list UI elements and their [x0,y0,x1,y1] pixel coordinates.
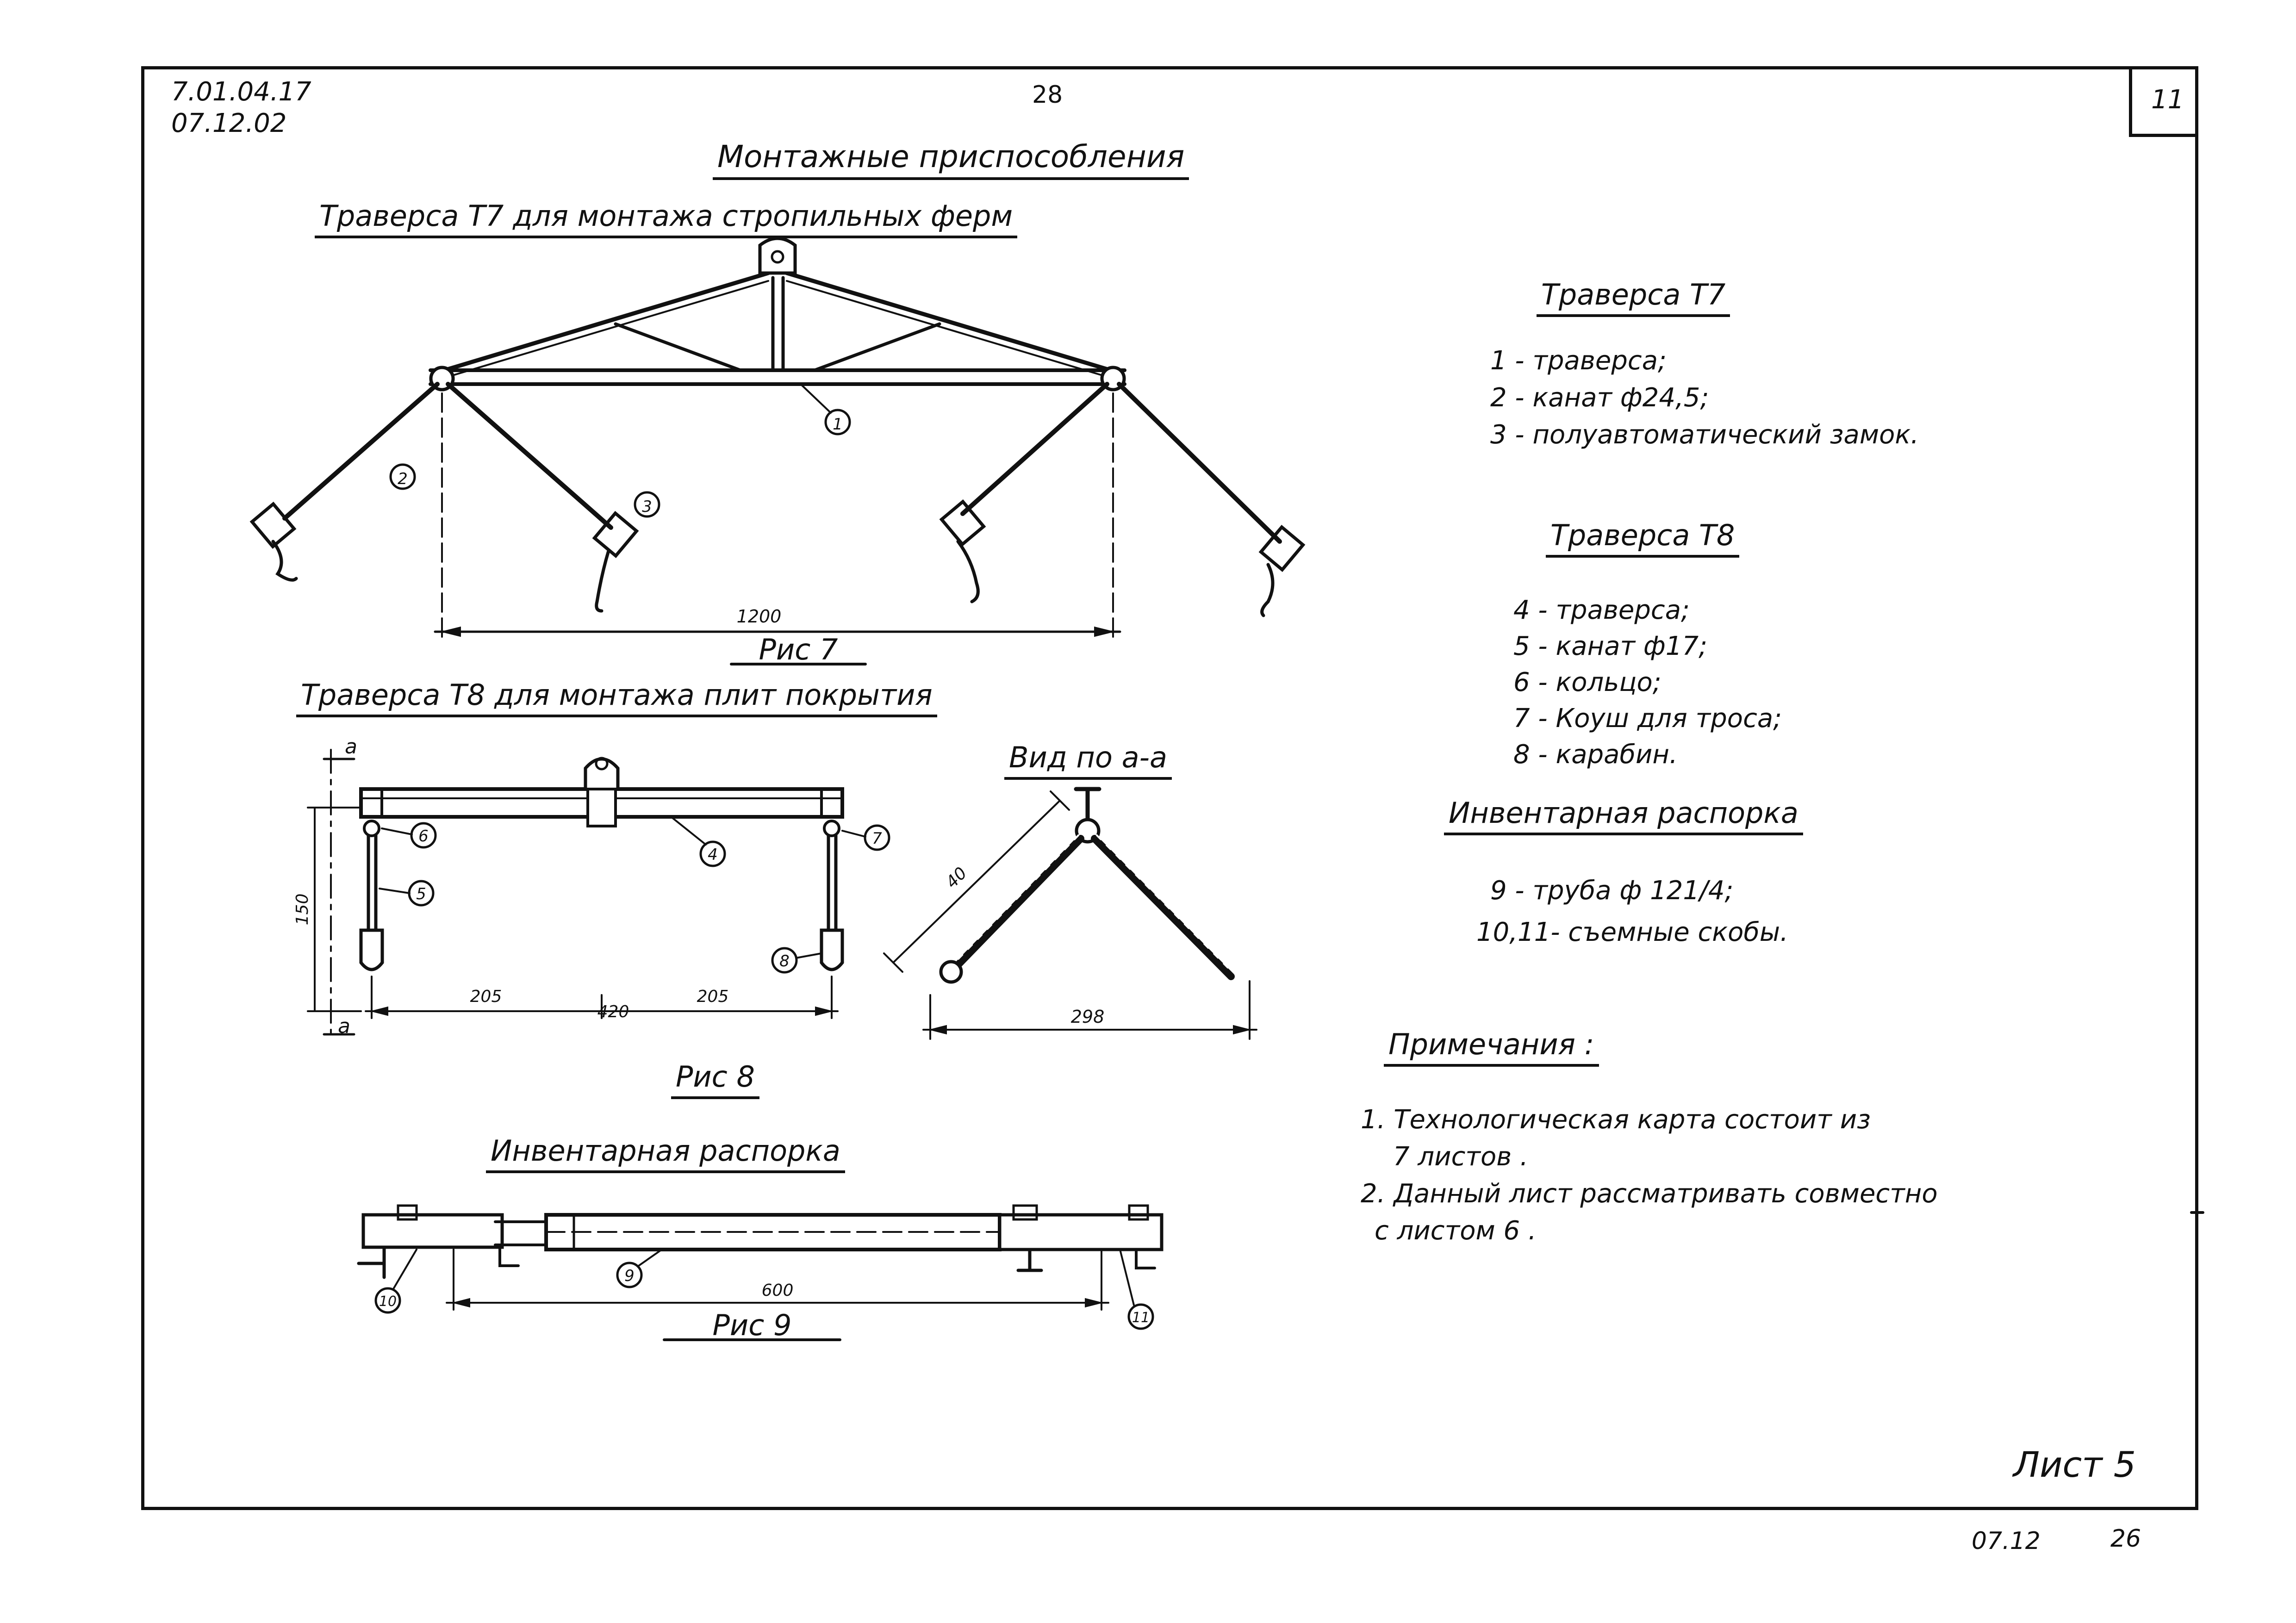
fig7-marker-2: 2 [398,470,408,488]
legend-spacer-list [1476,870,1788,953]
legend-t8-item: 6 - кольцо; [1513,667,1661,697]
legend-t8-title: Траверса Т8 [1546,518,1739,558]
document-code-line1: 7.01.04.17 [171,77,311,107]
fig8-section-title: Вид по а-а [1004,740,1172,780]
notes-title: Примечания : [1384,1027,1599,1067]
legend-spacer-title: Инвентарная распорка [1444,796,1803,835]
legend-t7-item: 1 - траверса; [1490,346,1667,376]
fig7-dimension: 1200 [736,606,782,627]
page-title: Монтажные приспособления [713,139,1189,180]
corner-number: 11 [2151,85,2184,115]
fig9-dimension: 600 [761,1281,794,1300]
fig7-caption: Рис 7 [759,633,838,666]
legend-t7-list [1490,342,1919,454]
footer-page: 26 [2110,1525,2141,1553]
fig8-view-dim-diag: 40 [942,864,971,892]
fig8-marker-7: 7 [872,829,882,848]
fig7-marker-3: 3 [642,497,652,516]
note-item: 1. Технологическая карта состоит из [1361,1105,1871,1135]
fig9-marker-10: 10 [379,1293,397,1310]
fig8-caption: Рис 8 [671,1060,759,1099]
fig9-marker-11: 11 [1132,1310,1150,1326]
legend-t7-item: 2 - канат ф24,5; [1490,383,1709,413]
legend-spacer-item: 10,11- съемные скобы. [1476,917,1788,947]
legend-spacer-item: 9 - труба ф 121/4; [1490,876,1734,906]
fig9-caption: Рис 9 [712,1308,792,1342]
fig8-dim-right: 205 [697,987,729,1006]
fig8-marker-4: 4 [708,846,718,864]
fig8-dim-left: 205 [470,987,502,1006]
fig8-marker-8: 8 [779,952,790,970]
footer-code: 07.12 [1972,1527,2041,1555]
sheet-label: Лист 5 [2013,1444,2136,1485]
fig8-traverse-drawing [308,750,889,1041]
fig8-view-dim-base: 298 [1070,1007,1105,1027]
legend-t8-list [1513,592,1782,773]
note-item: с листом 6 . [1375,1216,1537,1246]
legend-t7-item: 3 - полуавтоматический замок. [1490,420,1919,450]
document-code-line2: 07.12.02 [171,108,287,138]
legend-t8-item: 8 - карабин. [1513,740,1678,770]
fig9-marker-9: 9 [624,1267,635,1285]
fig8-title: Траверса Т8 для монтажа плит покрытия [296,678,937,717]
legend-t7-title: Траверса Т7 [1537,278,1730,317]
fig8-dim-mid: 420 [597,1002,629,1021]
fig8-section-view [884,789,1257,1039]
page-number: 28 [1032,81,1063,109]
fig8-section-mark-top: а [345,735,357,759]
fig9-title: Инвентарная распорка [486,1134,845,1173]
fig7-title: Траверса Т7 для монтажа стропильных ферм [315,199,1017,238]
fig8-marker-5: 5 [416,885,426,903]
fig8-section-mark-bottom: а [338,1014,350,1038]
fig8-dim-height: 150 [293,893,312,926]
note-item: 2. Данный лист рассматривать совместно [1361,1179,1938,1209]
fig7-traverse-drawing [252,238,1303,664]
fig8-marker-6: 6 [418,827,429,846]
legend-t8-item: 7 - Коуш для троса; [1513,703,1782,734]
legend-t8-item: 5 - канат ф17; [1513,631,1707,661]
note-item: 7 листов . [1393,1142,1528,1172]
fig7-marker-1: 1 [833,415,843,434]
legend-t8-item: 4 - траверса; [1513,595,1690,625]
notes-list [1361,1101,1938,1250]
